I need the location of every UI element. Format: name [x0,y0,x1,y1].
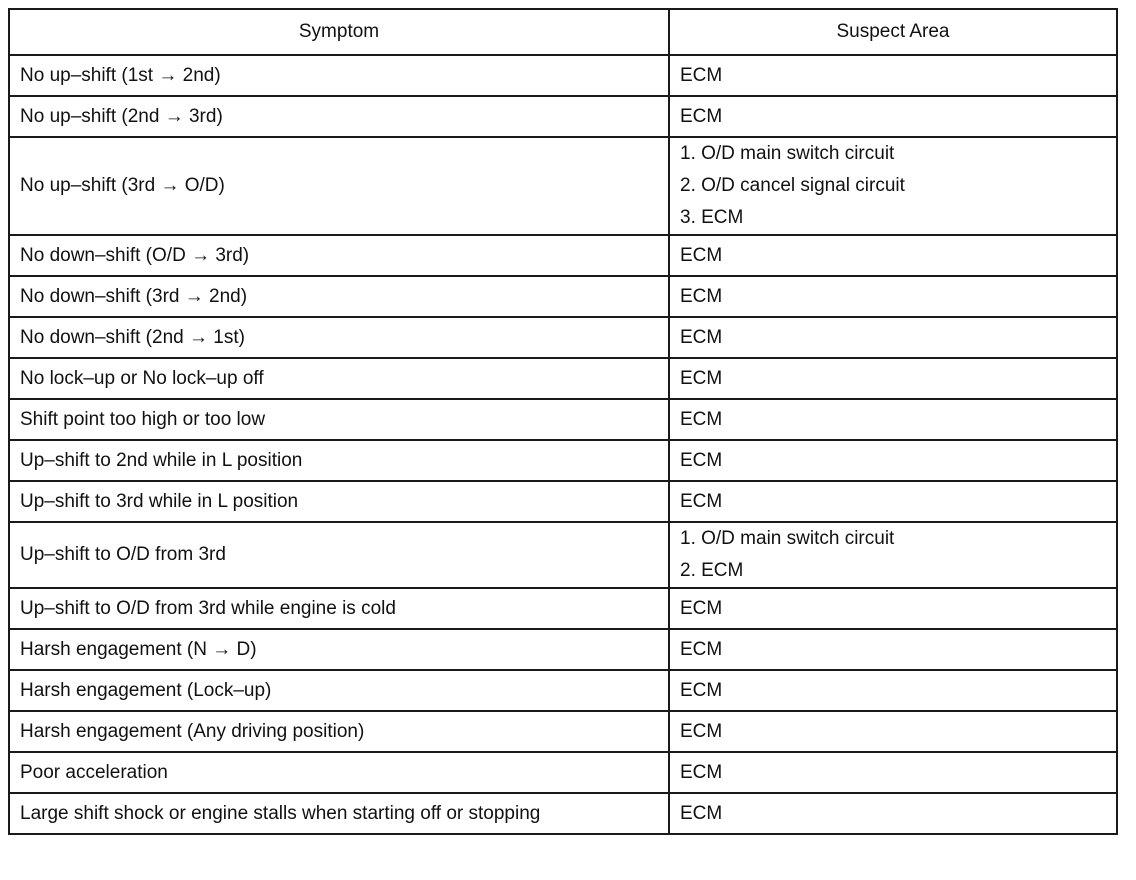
table-row [9,522,1117,588]
symptom-cell: Up–shift to 3rd while in L position [9,481,669,522]
suspect-area-cell [669,276,1117,317]
suspect-area-item: ECM [680,720,723,742]
symptom-cell: Up–shift to O/D from 3rd while engine is cold [9,588,669,629]
table-row [9,440,1117,481]
table-body [9,55,1117,834]
table-row [9,55,1117,96]
symptom-cell: No lock–up or No lock–up off [9,358,669,399]
symptom-cell: No up–shift (3rd → O/D) [9,137,669,235]
symptom-cell: No up–shift (1st → 2nd) [9,55,669,96]
suspect-area-item: ECM [680,285,723,307]
table-row [9,317,1117,358]
table-row [9,670,1117,711]
suspect-area-cell [669,96,1117,137]
suspect-area-cell [669,399,1117,440]
suspect-area-item: ECM [680,761,723,783]
symptom-cell: Poor acceleration [9,752,669,793]
suspect-area-cell [669,235,1117,276]
table-row [9,629,1117,670]
symptom-cell: Shift point too high or too low [9,399,669,440]
symptom-cell: Up–shift to 2nd while in L position [9,440,669,481]
suspect-area-item: ECM [680,367,723,389]
symptom-cell: No down–shift (O/D → 3rd) [9,235,669,276]
suspect-area-cell [669,588,1117,629]
suspect-area-cell [669,481,1117,522]
table-row [9,711,1117,752]
suspect-area-item: ECM [680,105,723,127]
suspect-area-cell [669,358,1117,399]
symptom-cell: Harsh engagement (Any driving position) [9,711,669,752]
suspect-area-cell [669,670,1117,711]
suspect-area-item: 3. ECM [680,207,744,228]
symptom-cell: Harsh engagement (Lock–up) [9,670,669,711]
suspect-area-item: ECM [680,244,723,266]
suspect-area-cell [669,793,1117,834]
suspect-area-item: 1. O/D main switch circuit [680,143,895,164]
suspect-area-cell [669,711,1117,752]
header-suspect-area: Suspect Area [669,9,1117,55]
table-row [9,588,1117,629]
symptom-cell: Harsh engagement (N → D) [9,629,669,670]
table-row [9,137,1117,235]
table-row [9,793,1117,834]
suspect-area-item: 2. O/D cancel signal circuit [680,175,905,196]
table-row [9,399,1117,440]
header-symptom: Symptom [9,9,669,55]
suspect-area-item: ECM [680,449,723,471]
suspect-area-item: ECM [680,490,723,512]
symptom-table [8,8,1118,835]
suspect-area-item: 2. ECM [680,560,744,581]
table-row [9,358,1117,399]
suspect-area-item: ECM [680,408,723,430]
suspect-area-item: ECM [680,679,723,701]
suspect-area-cell [669,317,1117,358]
table-row [9,481,1117,522]
suspect-area-cell [669,55,1117,96]
suspect-area-cell [669,440,1117,481]
suspect-area-cell [669,629,1117,670]
symptom-cell: No down–shift (2nd → 1st) [9,317,669,358]
symptom-cell: No up–shift (2nd → 3rd) [9,96,669,137]
suspect-area-cell [669,137,1117,235]
suspect-area-cell [669,522,1117,588]
suspect-area-item: ECM [680,597,723,619]
symptom-cell: Large shift shock or engine stalls when starting off or stopping [9,793,669,834]
header-row [9,9,1117,55]
suspect-area-cell [669,752,1117,793]
suspect-area-item: ECM [680,638,723,660]
symptom-cell: No down–shift (3rd → 2nd) [9,276,669,317]
table-row [9,235,1117,276]
symptom-cell: Up–shift to O/D from 3rd [9,522,669,588]
table-row [9,96,1117,137]
suspect-area-item: ECM [680,64,723,86]
suspect-area-item: 1. O/D main switch circuit [680,528,895,549]
table-row [9,276,1117,317]
table-row [9,752,1117,793]
suspect-area-item: ECM [680,802,723,824]
suspect-area-item: ECM [680,326,723,348]
